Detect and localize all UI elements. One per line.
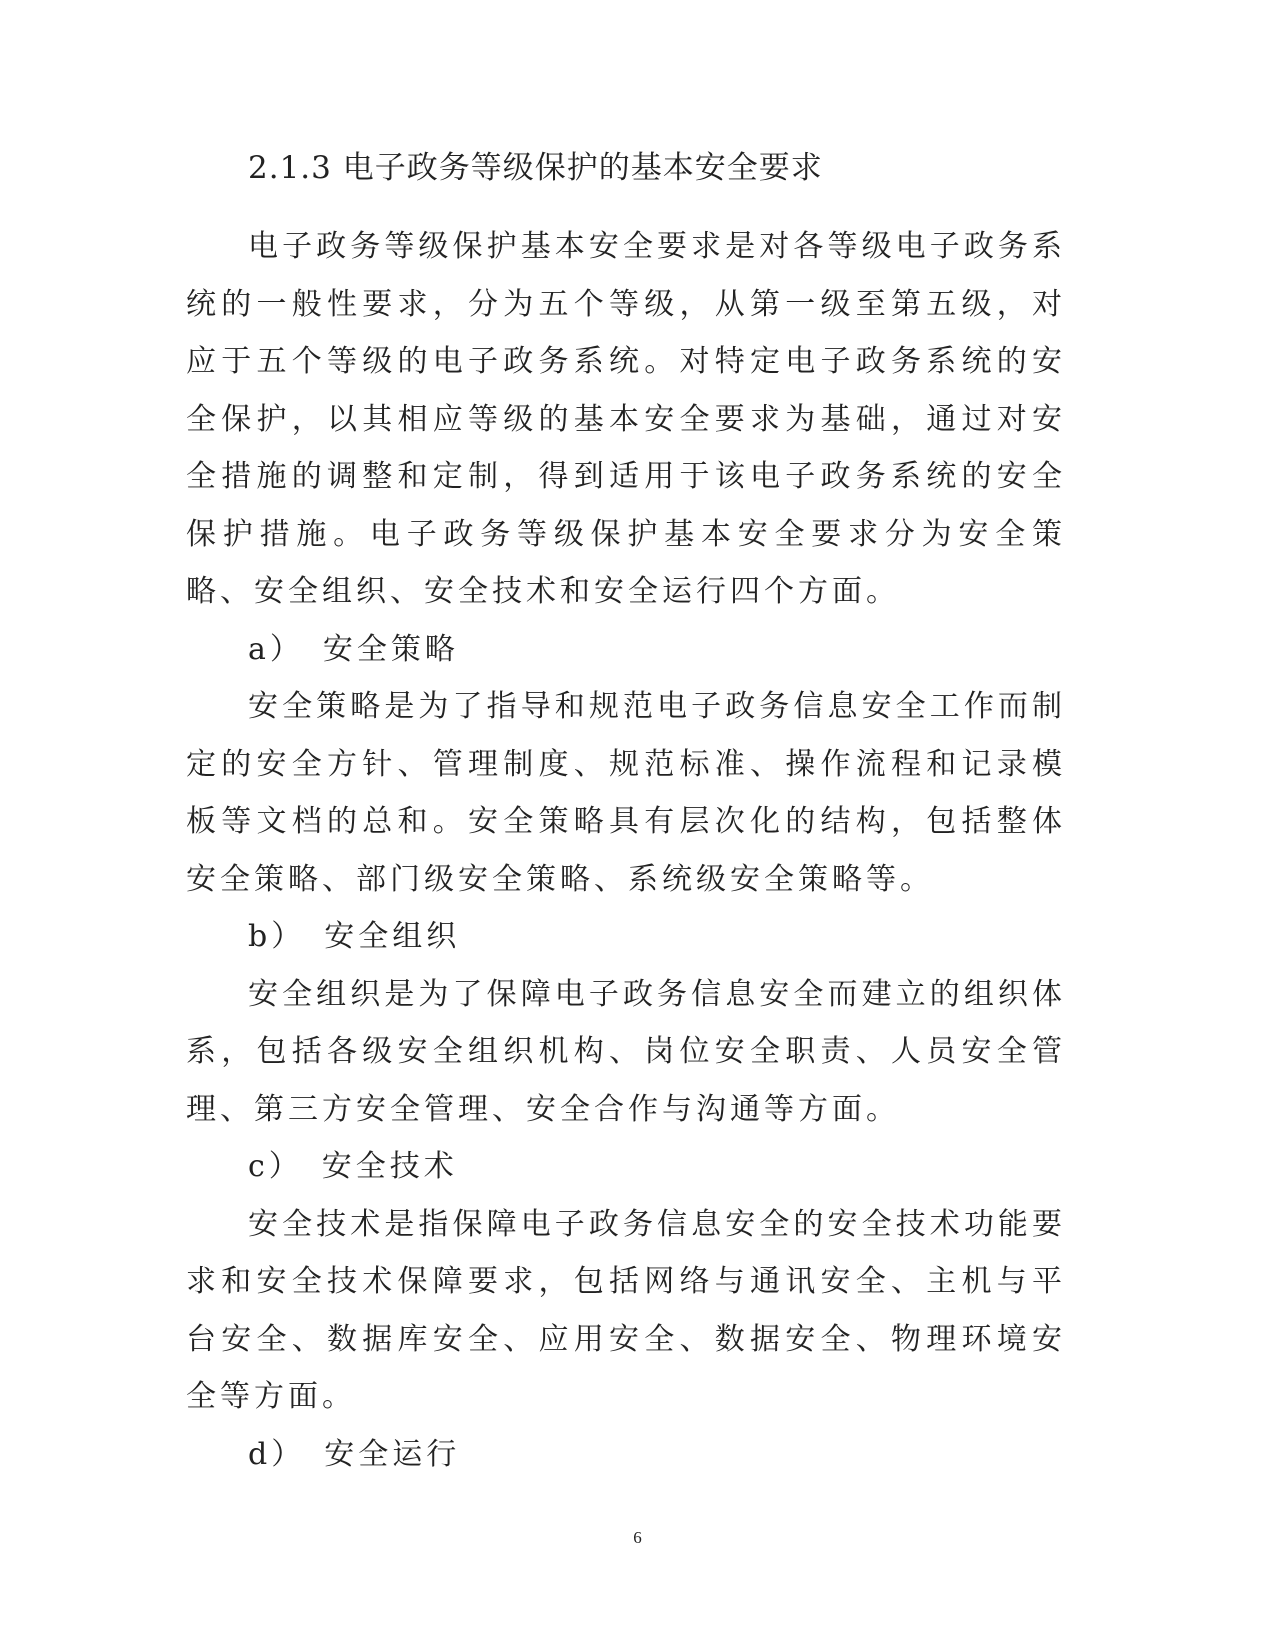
page-content bbox=[186, 140, 1066, 1483]
section-heading: 2.1.3 电子政务等级保护的基本安全要求 bbox=[248, 150, 823, 186]
item-label-security-technology: c） 安全技术 bbox=[248, 1149, 458, 1184]
item-label-security-policy: a） 安全策略 bbox=[248, 631, 459, 667]
item-label-security-organization: b） 安全组织 bbox=[248, 919, 461, 954]
item-text-security-organization: 安全组织是为了保障电子政务信息安全而建立的组织体系，包括各级安全组织机构、岗位安全职责、人员安全管理、第三方安全管理、安全合作与沟通等方面。 bbox=[186, 976, 1066, 1127]
intro-paragraph: 电子政务等级保护基本安全要求是对各等级电子政务系统的一般性要求，分为五个等级，从第一级至第五级，对应于五个等级的电子政务系统。对特定电子政务系统的安全保护，以其相应等级的基本安全要求为基础，通过对安全措施的调整和定制，得到适用于该电子政务系统的安全保护措施。电子政务等级保护基本安全要求分为安全策略、安全组织、安全技术和安全运行四个方面。 bbox=[186, 229, 1066, 609]
item-text-security-technology: 安全技术是指保障电子政务信息安全的安全技术功能要求和安全技术保障要求，包括网络与通讯安全、主机与平台安全、数据库安全、应用安全、数据安全、物理环境安全等方面。 bbox=[186, 1206, 1066, 1414]
page-number: 6 bbox=[633, 1528, 642, 1547]
item-text-security-policy: 安全策略是为了指导和规范电子政务信息安全工作而制定的安全方针、管理制度、规范标准、操作流程和记录模板等文档的总和。安全策略具有层次化的结构，包括整体安全策略、部门级安全策略、系统级安全策略等。 bbox=[186, 689, 1066, 897]
item-label-security-operation: d） 安全运行 bbox=[248, 1436, 461, 1472]
